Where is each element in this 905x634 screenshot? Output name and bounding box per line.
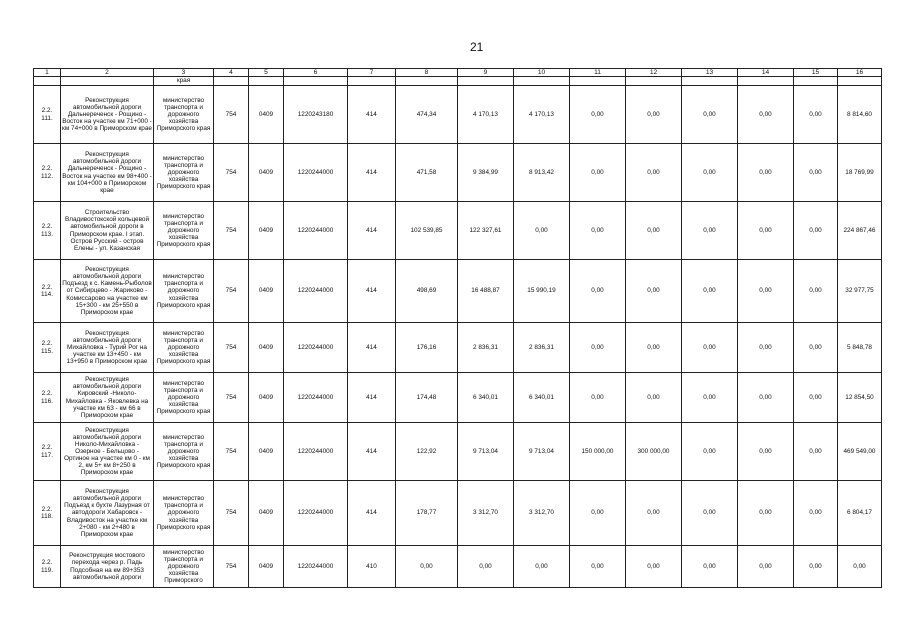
column-number: 1: [34, 69, 61, 77]
row-number: 2.2. 111.: [34, 86, 61, 144]
row-number: 2.2. 118.: [34, 481, 61, 546]
cell-c14: 0,00: [738, 260, 794, 323]
cell-c12: 0,00: [626, 323, 682, 373]
cell-c15: 0,00: [794, 144, 838, 202]
table-row: [34, 481, 882, 546]
cell-c9: 0,00: [458, 546, 514, 588]
row-number: 2.2. 116.: [34, 373, 61, 423]
cell-c6: 1220244000: [284, 323, 348, 373]
cell-c10: 4 170,13: [514, 86, 570, 144]
cell-c10: 0,00: [514, 546, 570, 588]
cell-c11: 0,00: [570, 323, 626, 373]
cell-c8: 474,34: [396, 86, 458, 144]
object-name: Реконструкция автомобильной дороги Дальнереченск - Рощино - Восток на участке км 71+000 - км 74+000 в Приморском крае: [61, 86, 154, 144]
page-number: 21: [470, 40, 484, 54]
cell-c9: 16 488,87: [458, 260, 514, 323]
responsible-org: министерство транспорта и дорожного хозяйства Приморского края: [154, 423, 214, 481]
cell-c15: 0,00: [794, 373, 838, 423]
cell-c13: 0,00: [682, 323, 738, 373]
cell-c4: 754: [214, 260, 249, 323]
cell-c6: 1220243180: [284, 86, 348, 144]
responsible-org: министерство транспорта и дорожного хозяйства Приморского края: [154, 481, 214, 546]
cell-c4: 754: [214, 144, 249, 202]
cell-c8: 178,77: [396, 481, 458, 546]
object-name: Реконструкция автомобильной дороги Подъезд к бухте Лазурная от автодороги Хабаровск - Владивосток на участке км 2+080 - км 2+480 в Приморском крае: [61, 481, 154, 546]
cell-c13: 0,00: [682, 202, 738, 260]
table-row: [34, 373, 882, 423]
cell-c12: 300 000,00: [626, 423, 682, 481]
column-number: 8: [396, 69, 458, 77]
cell-c7: 414: [348, 260, 396, 323]
cell-c8: 0,00: [396, 546, 458, 588]
table-row: [34, 144, 882, 202]
cell-c15: 0,00: [794, 481, 838, 546]
column-number: 13: [682, 69, 738, 77]
cell-c11: 0,00: [570, 546, 626, 588]
cell-c7: 414: [348, 373, 396, 423]
cell-c16: 224 867,46: [838, 202, 882, 260]
cell-c7: 414: [348, 86, 396, 144]
cell-c6: 1220244000: [284, 546, 348, 588]
table-row: [34, 546, 882, 588]
cell-c13: 0,00: [682, 423, 738, 481]
cell-c12: 0,00: [626, 86, 682, 144]
cell-c8: 176,16: [396, 323, 458, 373]
column-number: 4: [214, 69, 249, 77]
cell-c7: 414: [348, 202, 396, 260]
column-number: 9: [458, 69, 514, 77]
cell-c5: 0409: [249, 481, 284, 546]
column-number: 10: [514, 69, 570, 77]
responsible-org: министерство транспорта и дорожного хозяйства Приморского края: [154, 373, 214, 423]
table-row: [34, 202, 882, 260]
responsible-org: министерство транспорта и дорожного хозяйства Приморского края: [154, 323, 214, 373]
cell-c7: 414: [348, 481, 396, 546]
cell-c14: 0,00: [738, 423, 794, 481]
cell-c9: 9 713,04: [458, 423, 514, 481]
cell-c14: 0,00: [738, 546, 794, 588]
cell-c13: 0,00: [682, 481, 738, 546]
cell-c4: 754: [214, 323, 249, 373]
cell-c5: 0409: [249, 144, 284, 202]
object-name: Реконструкция автомобильной дороги Подъезд к с. Камень-Рыболов от Сибирцево - Жариково - Комиссарово на участке км 15+300 - км 25+550 в Приморском крае: [61, 260, 154, 323]
cell-c11: 0,00: [570, 373, 626, 423]
cell-c10: 15 990,19: [514, 260, 570, 323]
row-number: 2.2. 117.: [34, 423, 61, 481]
cell-c16: 8 814,60: [838, 86, 882, 144]
carry-cell: [61, 77, 154, 86]
cell-c14: 0,00: [738, 86, 794, 144]
cell-c4: 754: [214, 423, 249, 481]
table-row: [34, 260, 882, 323]
object-name: Реконструкция автомобильной дороги Михайловка - Турий Рог на участке км 13+450 - км 13+950 в Приморском крае: [61, 323, 154, 373]
cell-c6: 1220244000: [284, 481, 348, 546]
cell-c5: 0409: [249, 546, 284, 588]
cell-c12: 0,00: [626, 202, 682, 260]
cell-c5: 0409: [249, 260, 284, 323]
cell-c8: 174,48: [396, 373, 458, 423]
table-row: [34, 86, 882, 144]
column-number: 12: [626, 69, 682, 77]
cell-c16: 5 848,78: [838, 323, 882, 373]
cell-c7: 414: [348, 144, 396, 202]
cell-c14: 0,00: [738, 373, 794, 423]
responsible-org: министерство транспорта и дорожного хозяйства Приморского края: [154, 86, 214, 144]
cell-c10: 8 913,42: [514, 144, 570, 202]
cell-c5: 0409: [249, 373, 284, 423]
cell-c12: 0,00: [626, 373, 682, 423]
cell-c8: 102 539,85: [396, 202, 458, 260]
cell-c11: 0,00: [570, 260, 626, 323]
cell-c11: 0,00: [570, 144, 626, 202]
cell-c6: 1220244000: [284, 260, 348, 323]
cell-c7: 410: [348, 546, 396, 588]
cell-c13: 0,00: [682, 260, 738, 323]
cell-c11: 0,00: [570, 481, 626, 546]
cell-c16: 32 977,75: [838, 260, 882, 323]
cell-c15: 0,00: [794, 86, 838, 144]
cell-c4: 754: [214, 546, 249, 588]
cell-c10: 9 713,04: [514, 423, 570, 481]
budget-table: [33, 68, 882, 588]
column-number: 16: [838, 69, 882, 77]
cell-c6: 1220244000: [284, 144, 348, 202]
cell-c16: 469 549,00: [838, 423, 882, 481]
cell-c6: 1220244000: [284, 202, 348, 260]
cell-c4: 754: [214, 86, 249, 144]
cell-c10: 6 340,01: [514, 373, 570, 423]
object-name: Реконструкция автомобильной дороги Николо-Михайловка - Озерное - Бельцово - Ортиное на участке км 0 - км 2, км 5+ км 8+250 в Приморском крае: [61, 423, 154, 481]
column-number: 6: [284, 69, 348, 77]
cell-c11: 150 000,00: [570, 423, 626, 481]
cell-c9: 9 384,99: [458, 144, 514, 202]
carry-over-row: [34, 77, 882, 86]
carry-cell: [34, 77, 61, 86]
object-name: Реконструкция автомобильной дороги Дальнереченск - Рощино - Восток на участке км 98+400 - км 104+000 в Приморском крае: [61, 144, 154, 202]
table-row: [34, 423, 882, 481]
cell-c9: 3 312,70: [458, 481, 514, 546]
column-number: 7: [348, 69, 396, 77]
row-number: 2.2. 114.: [34, 260, 61, 323]
row-number: 2.2. 113.: [34, 202, 61, 260]
cell-c10: 2 836,31: [514, 323, 570, 373]
cell-c14: 0,00: [738, 481, 794, 546]
cell-c9: 6 340,01: [458, 373, 514, 423]
responsible-org: министерство транспорта и дорожного хозяйства Приморского края: [154, 260, 214, 323]
cell-c12: 0,00: [626, 144, 682, 202]
cell-c10: 0,00: [514, 202, 570, 260]
column-number: 2: [61, 69, 154, 77]
cell-c15: 0,00: [794, 423, 838, 481]
row-number: 2.2. 112.: [34, 144, 61, 202]
cell-c11: 0,00: [570, 86, 626, 144]
cell-c14: 0,00: [738, 202, 794, 260]
cell-c15: 0,00: [794, 546, 838, 588]
responsible-org: министерство транспорта и дорожного хозяйства Приморского: [154, 546, 214, 588]
cell-c14: 0,00: [738, 323, 794, 373]
cell-c13: 0,00: [682, 144, 738, 202]
cell-c4: 754: [214, 202, 249, 260]
cell-c5: 0409: [249, 423, 284, 481]
cell-c4: 754: [214, 373, 249, 423]
row-number: 2.2. 119.: [34, 546, 61, 588]
row-number: 2.2. 115.: [34, 323, 61, 373]
cell-c8: 122,92: [396, 423, 458, 481]
cell-c11: 0,00: [570, 202, 626, 260]
cell-c13: 0,00: [682, 546, 738, 588]
cell-c8: 471,58: [396, 144, 458, 202]
cell-c10: 3 312,70: [514, 481, 570, 546]
cell-c12: 0,00: [626, 546, 682, 588]
cell-c8: 498,69: [396, 260, 458, 323]
cell-c5: 0409: [249, 202, 284, 260]
column-number: 15: [794, 69, 838, 77]
cell-c16: 18 769,99: [838, 144, 882, 202]
cell-c16: 6 804,17: [838, 481, 882, 546]
cell-c6: 1220244000: [284, 423, 348, 481]
cell-c9: 2 836,31: [458, 323, 514, 373]
cell-c16: 0,00: [838, 546, 882, 588]
responsible-org: министерство транспорта и дорожного хозяйства Приморского края: [154, 202, 214, 260]
object-name: Реконструкция мостового перехода через р. Падь Подсобная на км 89+353 автомобильной дороги: [61, 546, 154, 588]
cell-c12: 0,00: [626, 481, 682, 546]
cell-c15: 0,00: [794, 323, 838, 373]
cell-c9: 4 170,13: [458, 86, 514, 144]
carry-responsible: края: [154, 77, 214, 86]
cell-c15: 0,00: [794, 202, 838, 260]
cell-c12: 0,00: [626, 260, 682, 323]
object-name: Реконструкция автомобильной дороги Кировский -Николо-Михайловка - Яковлевка на участке км 63 - км 66 в Приморском крае: [61, 373, 154, 423]
object-name: Строительство Владивостокской кольцевой автомобильной дороги в Приморском крае. I этап. Остров Русский - остров Елены - ул. Казанская: [61, 202, 154, 260]
cell-c16: 12 854,50: [838, 373, 882, 423]
responsible-org: министерство транспорта и дорожного хозяйства Приморского края: [154, 144, 214, 202]
cell-c13: 0,00: [682, 86, 738, 144]
column-number: 14: [738, 69, 794, 77]
cell-c5: 0409: [249, 86, 284, 144]
cell-c14: 0,00: [738, 144, 794, 202]
cell-c9: 122 327,61: [458, 202, 514, 260]
column-number: 5: [249, 69, 284, 77]
cell-c15: 0,00: [794, 260, 838, 323]
cell-c7: 414: [348, 423, 396, 481]
cell-c5: 0409: [249, 323, 284, 373]
column-number: 3: [154, 69, 214, 77]
table-row: [34, 323, 882, 373]
cell-c4: 754: [214, 481, 249, 546]
column-number-row: [34, 69, 882, 77]
column-number: 11: [570, 69, 626, 77]
cell-c7: 414: [348, 323, 396, 373]
cell-c6: 1220244000: [284, 373, 348, 423]
cell-c13: 0,00: [682, 373, 738, 423]
